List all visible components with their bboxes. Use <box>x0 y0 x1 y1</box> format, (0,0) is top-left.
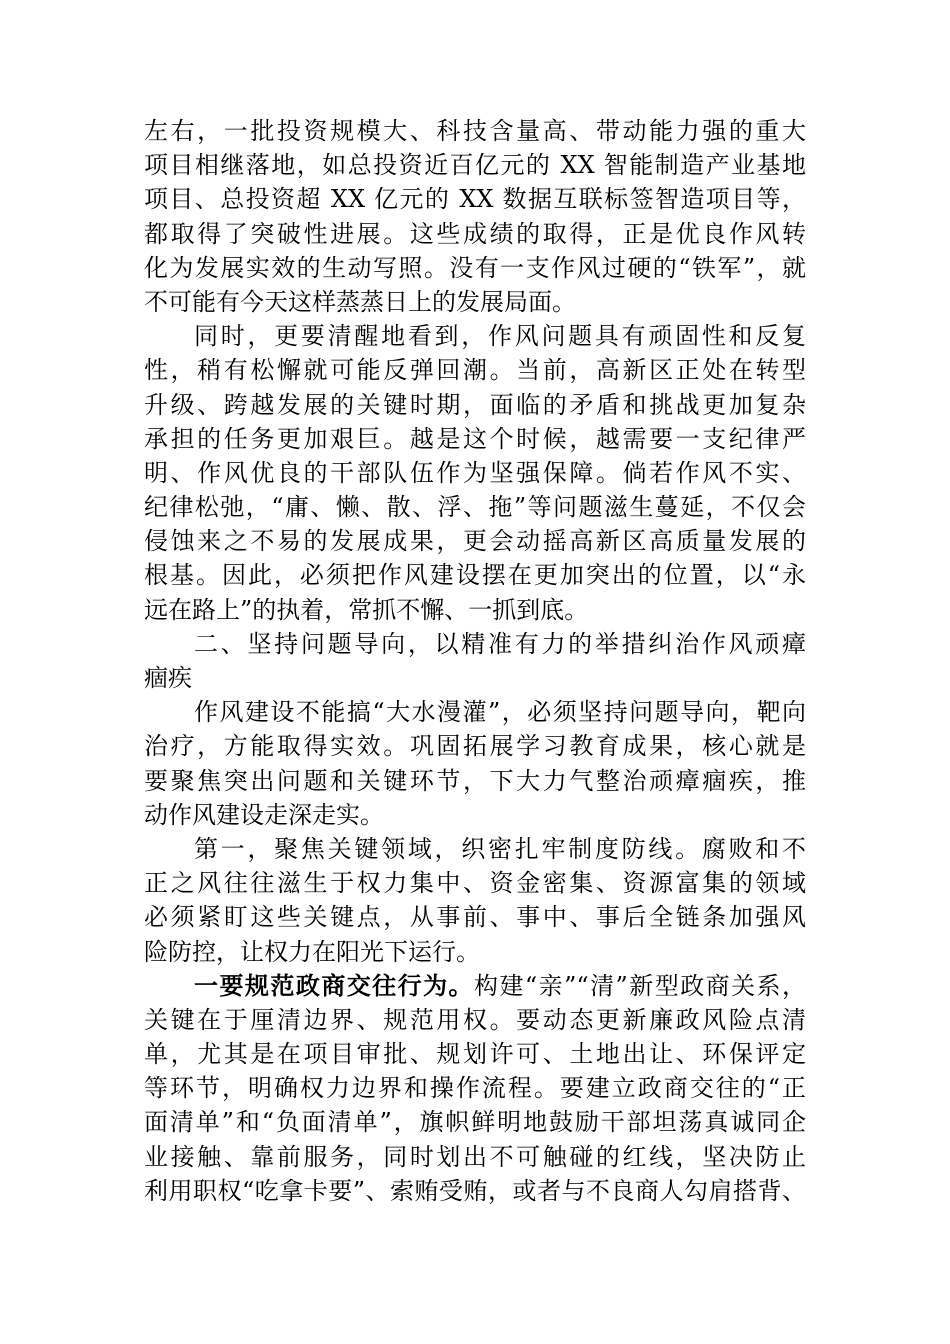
text-line: 要聚焦突出问题和关键环节，下大力气整治顽瘴痼疾，推 <box>144 766 806 795</box>
text-line: 明、作风优良的干部队伍作为坚强保障。倘若作风不实、 <box>144 458 806 487</box>
text-line: 痼疾 <box>144 664 192 692</box>
text-line: 二、坚持问题导向，以精准有力的举措纠治作风顽瘴 <box>194 629 806 658</box>
text-line: 等环节，明确权力边界和操作流程。要建立政商交往的“正 <box>144 1074 806 1103</box>
text-line: 性，稍有松懈就可能反弹回潮。当前，高新区正处在转型 <box>144 356 806 385</box>
text-line: 必须紧盯这些关键点，从事前、事中、事后全链条加强风 <box>144 903 806 932</box>
text-line: 左右，一批投资规模大、科技含量高、带动能力强的重大 <box>144 117 806 145</box>
text-line: 侵蚀来之不易的发展成果，更会动摇高新区高质量发展的 <box>144 527 806 556</box>
text-line: 同时，更要清醒地看到，作风问题具有顽固性和反复 <box>194 322 806 351</box>
text-line: 不可能有今天这样蒸蒸日上的发展局面。 <box>144 287 576 316</box>
text-line: 项目、总投资超 XX 亿元的 XX 数据互联标签智造项目等， <box>144 185 806 214</box>
text-line: 远在路上”的执着，常抓不懈、一抓到底。 <box>144 595 589 624</box>
text-line: 纪律松弛，“庸、懒、散、浮、拖”等问题滋生蔓延，不仅会 <box>144 493 806 522</box>
bold-lead-text: 一要规范政商交往行为。 <box>194 970 475 1000</box>
text-line: 单，尤其是在项目审批、规划许可、土地出让、环保评定 <box>144 1040 806 1069</box>
text-line: 正之风往往滋生于权力集中、资金密集、资源富集的领域 <box>144 869 806 898</box>
paragraph-5 <box>144 832 806 969</box>
text-line: 利用职权“吃拿卡要”、索贿受贿，或者与不良商人勾肩搭背、 <box>144 1176 806 1205</box>
text-line: 作风建设不能搞“大水漫灌”，必须坚持问题导向，靶向 <box>194 698 806 727</box>
text-line <box>144 969 806 1003</box>
text-line: 关键在于厘清边界、规范用权。要动态更新廉政风险点清 <box>144 1005 806 1034</box>
text-line: 治疗，方能取得实效。巩固拓展学习教育成果，核心就是 <box>144 732 806 761</box>
lead-line-rest: 构建“亲”“清”新型政商关系， <box>474 971 807 1000</box>
text-line: 面清单”和“负面清单”，旗帜鲜明地鼓励干部坦荡真诚同企 <box>144 1108 806 1137</box>
text-line: 第一，聚焦关键领域，织密扎牢制度防线。腐败和不 <box>194 834 806 863</box>
text-line: 化为发展实效的生动写照。没有一支作风过硬的“铁军”，就 <box>144 253 806 282</box>
section-heading <box>144 627 806 695</box>
paragraph-1 <box>144 114 806 319</box>
text-line: 根基。因此，必须把作风建设摆在更加突出的位置，以“永 <box>144 561 806 590</box>
paragraph-6 <box>144 969 806 1208</box>
text-line: 升级、跨越发展的关键时期，面临的矛盾和挑战更加复杂 <box>144 390 806 419</box>
text-line: 动作风建设走深走实。 <box>144 800 384 829</box>
text-line: 都取得了突破性进展。这些成绩的取得，正是优良作风转 <box>144 219 806 248</box>
paragraph-4 <box>144 695 806 832</box>
text-line: 险防控，让权力在阳光下运行。 <box>144 937 480 966</box>
text-line: 项目相继落地，如总投资近百亿元的 XX 智能制造产业基地 <box>144 151 806 180</box>
text-line: 承担的任务更加艰巨。越是这个时候，越需要一支纪律严 <box>144 424 806 453</box>
document-body <box>144 114 806 1208</box>
text-line: 业接触、靠前服务，同时划出不可触碰的红线，坚决防止 <box>144 1142 806 1171</box>
paragraph-2 <box>144 319 806 627</box>
